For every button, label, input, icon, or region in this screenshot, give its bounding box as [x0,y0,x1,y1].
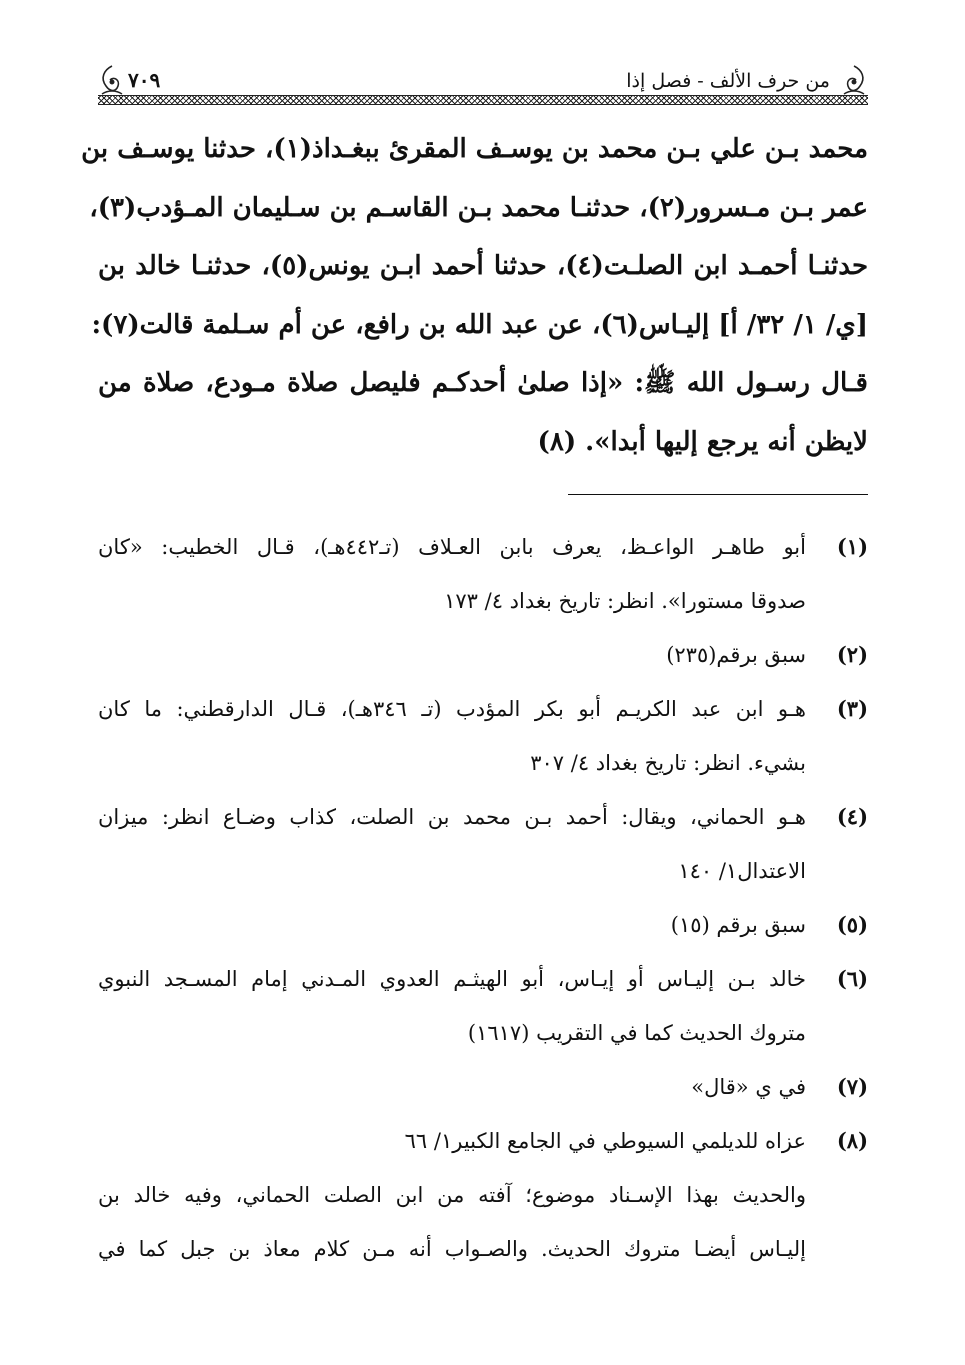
footnote-number: (٦) [836,966,868,991]
footnote-divider [568,494,868,495]
footnote-line: بشيء. انظر: تاريخ بغداد ٤/ ٣٠٧ [530,751,806,775]
footnote-number: (٢) [836,642,868,667]
footnote-line: خالد بـن إليـاس أو إيـاس، أبو الهيثـم العدوي المـدني إمام المسـجد النبوي [98,967,806,991]
footnote [98,1060,868,1114]
footnote-number: (٣) [836,696,868,721]
footnote-line: صدوقا مستورا». انظر: تاريخ بغداد ٤/ ١٧٣ [444,589,806,613]
page-header [98,62,868,102]
footnote-number: (٨) [836,1128,868,1153]
footnote-line: والحديث بهذا الإسـناد موضوع؛ آفته من ابن الصلت الحماني، وفيه خالد بن [98,1183,806,1207]
footnote [98,520,868,628]
footnote [98,898,868,952]
footnote-line: أبو طاهـر الواعـظ، يعرف بابن العـلاف (تـ٤٤٢هـ)، قـال الخطيب: «كان [98,535,806,559]
footnote-line: عزاه للديلمي السيوطي في الجامع الكبير١/ ٦٦ [404,1129,806,1153]
footnote [98,952,868,1060]
ornament-icon [840,64,868,98]
text-line: [ي/ ١/ ٣٢/ أ] إليـاس(٦)، عن عبد الله بن رافع، عن أم سـلمة قالت(٧): [91,309,868,340]
text-line: قـال رسـول الله ﷺ: «إذا صلىٰ أحدكـم فليصل صلاة مـودع، صلاة من [98,368,868,398]
footnotes [98,520,868,1276]
footnote-number: (١) [836,534,868,559]
footnote-number: (٧) [836,1074,868,1099]
footnote-line: هـو ابن عبد الكريـم أبو بكر المؤدب (تـ ٣٤٦هـ)، قـال الدارقطني: ما كان [98,697,807,721]
text-line: لايظن أنه يرجع إليها أبدا». (٨) [537,426,868,457]
footnote-number: (٤) [836,804,868,829]
footnote [98,682,868,790]
text-line: حدثنـا أحمـد ابن الصلـت(٤)، حدثنا أحمد ابـن يونس(٥)، حدثنـا خالد بن [98,251,869,281]
footnote [98,628,868,682]
footnote-line: الاعتدال١/ ١٤٠ [678,859,806,883]
footnote [98,1114,868,1276]
footnote-line: إليـاس أيضـا متروك الحديث. والصـواب أنه مـن كلام معاذ بن جبل كما في [98,1237,806,1261]
footnote-number: (٥) [836,912,868,937]
main-text [81,120,869,471]
footnote-line: في ي «قال» [691,1075,806,1099]
footnote-line: سبق برقم (١٥) [670,913,806,937]
header-rule [98,95,868,105]
footnote [98,790,868,898]
page-number: ٧٠٩ [128,68,161,92]
ornament-icon [98,64,126,98]
text-line: محمد بـن علي بـن محمد بن يوسـف المقرئ ببغـداذ(١)، حدثنا يوسـف بن [81,134,868,164]
footnote-line: سبق برقم(٢٣٥) [666,643,806,667]
footnote-line: هـو الحماني، ويقال: أحمد بـن محمد بن الصلت، كذاب وضـاع انظر: ميزان [98,805,806,829]
running-title: من حرف الألف - فصل إذا [626,70,830,92]
text-line: عمر بـن مـسرور(٢)، حدثنـا محمد بـن القاسـم بن سـليمان المـؤدب(٣)، [89,192,868,223]
footnote-line: متروك الحديث كما في التقريب (١٦١٧) [467,1021,806,1045]
